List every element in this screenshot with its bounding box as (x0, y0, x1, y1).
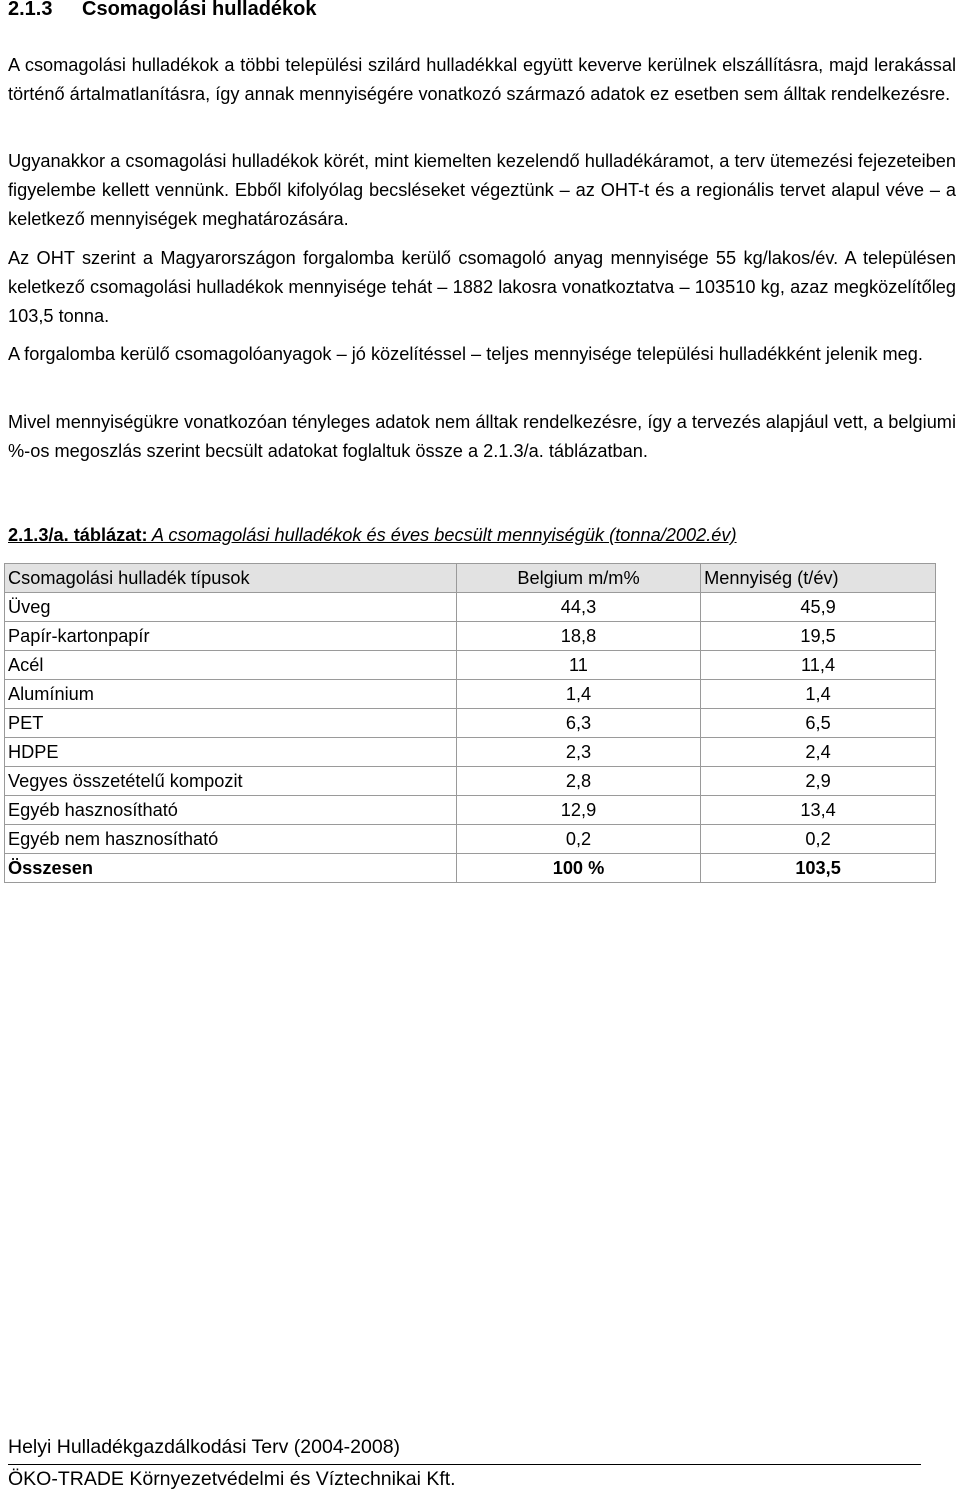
cell-quantity: 13,4 (701, 796, 936, 825)
paragraph-5: Mivel mennyiségükre vonatkozóan tényleges adatok nem álltak rendelkezésre, így a tervezés alapjául vett, a belgiumi %-os megoszlás szerint becsült adatokat foglaltuk össze a 2.1.3/a. táblázatban. (8, 412, 956, 461)
table-caption-text: A csomagolási hulladékok és éves becsült mennyiségük (tonna/2002.év) (147, 525, 737, 545)
table-header-row (5, 564, 936, 593)
cell-quantity: 11,4 (701, 651, 936, 680)
cell-type: Papír-kartonpapír (5, 622, 457, 651)
paragraph-2: Ugyanakkor a csomagolási hulladékok körét, mint kiemelten kezelendő hulladékáramot, a terv ütemezési fejezeteiben figyelembe kellett vennünk. Ebből kifolyólag becsléseket végeztünk – az OHT-t és a regionális tervet alapul véve – a keletkező mennyiségek meghatározására. (8, 151, 956, 229)
section-number: 2.1.3 (8, 0, 53, 20)
section-heading (8, 0, 317, 21)
header-quantity: Mennyiség (t/év) (701, 564, 936, 593)
table-row (5, 767, 936, 796)
cell-type: Alumínium (5, 680, 457, 709)
table-row (5, 651, 936, 680)
header-belgium: Belgium m/m% (456, 564, 700, 593)
paragraph-3: Az OHT szerint a Magyarországon forgalomba kerülő csomagoló anyag mennyisége 55 kg/lakos/év. A településen keletkező csomagolási hulladékok mennyisége tehát – 1882 lakosra vonatkoztatva – 103510 kg, azaz megközelítőleg 103,5 tonna. (8, 248, 956, 326)
cell-belgium: 18,8 (456, 622, 700, 651)
table-total-row (5, 854, 936, 883)
cell-quantity: 6,5 (701, 709, 936, 738)
footer-divider (8, 1464, 921, 1465)
table-caption-label: 2.1.3/a. táblázat: (8, 525, 148, 545)
table-caption (8, 521, 737, 550)
cell-quantity: 2,9 (701, 767, 936, 796)
cell-quantity: 1,4 (701, 680, 936, 709)
header-type: Csomagolási hulladék típusok (5, 564, 457, 593)
paragraph-4: A forgalomba kerülő csomagolóanyagok – jó közelítéssel – teljes mennyisége települési hulladékként jelenik meg. (8, 344, 923, 364)
table-row (5, 825, 936, 854)
cell-type: Üveg (5, 593, 457, 622)
cell-type: Acél (5, 651, 457, 680)
total-belgium: 100 % (456, 854, 700, 883)
paragraph-1: A csomagolási hulladékok a többi települési szilárd hulladékkal együtt keverve kerülnek elszállításra, majd lerakással történő ártalmatlanításra, így annak mennyiségére vonatkozó származó adatok ez esetben sem álltak rendelkezésre. (8, 55, 956, 104)
cell-belgium: 11 (456, 651, 700, 680)
cell-quantity: 45,9 (701, 593, 936, 622)
table-row (5, 709, 936, 738)
cell-belgium: 1,4 (456, 680, 700, 709)
cell-belgium: 6,3 (456, 709, 700, 738)
footer-company: ÖKO-TRADE Környezetvédelmi és Víztechnikai Kft. (8, 1468, 456, 1490)
section-title: Csomagolási hulladékok (82, 0, 317, 20)
cell-belgium: 2,3 (456, 738, 700, 767)
cell-belgium: 2,8 (456, 767, 700, 796)
cell-belgium: 44,3 (456, 593, 700, 622)
footer-plan-title: Helyi Hulladékgazdálkodási Terv (2004-2008) (8, 1436, 401, 1458)
cell-quantity: 0,2 (701, 825, 936, 854)
cell-type: Vegyes összetételű kompozit (5, 767, 457, 796)
table-row (5, 796, 936, 825)
total-label: Összesen (5, 854, 457, 883)
cell-type: Egyéb nem hasznosítható (5, 825, 457, 854)
table-row (5, 680, 936, 709)
cell-type: Egyéb hasznosítható (5, 796, 457, 825)
cell-belgium: 0,2 (456, 825, 700, 854)
cell-type: HDPE (5, 738, 457, 767)
table-row (5, 738, 936, 767)
table-row (5, 593, 936, 622)
cell-quantity: 19,5 (701, 622, 936, 651)
total-quantity: 103,5 (701, 854, 936, 883)
cell-quantity: 2,4 (701, 738, 936, 767)
table-row (5, 622, 936, 651)
cell-type: PET (5, 709, 457, 738)
cell-belgium: 12,9 (456, 796, 700, 825)
packaging-waste-table (4, 563, 936, 883)
